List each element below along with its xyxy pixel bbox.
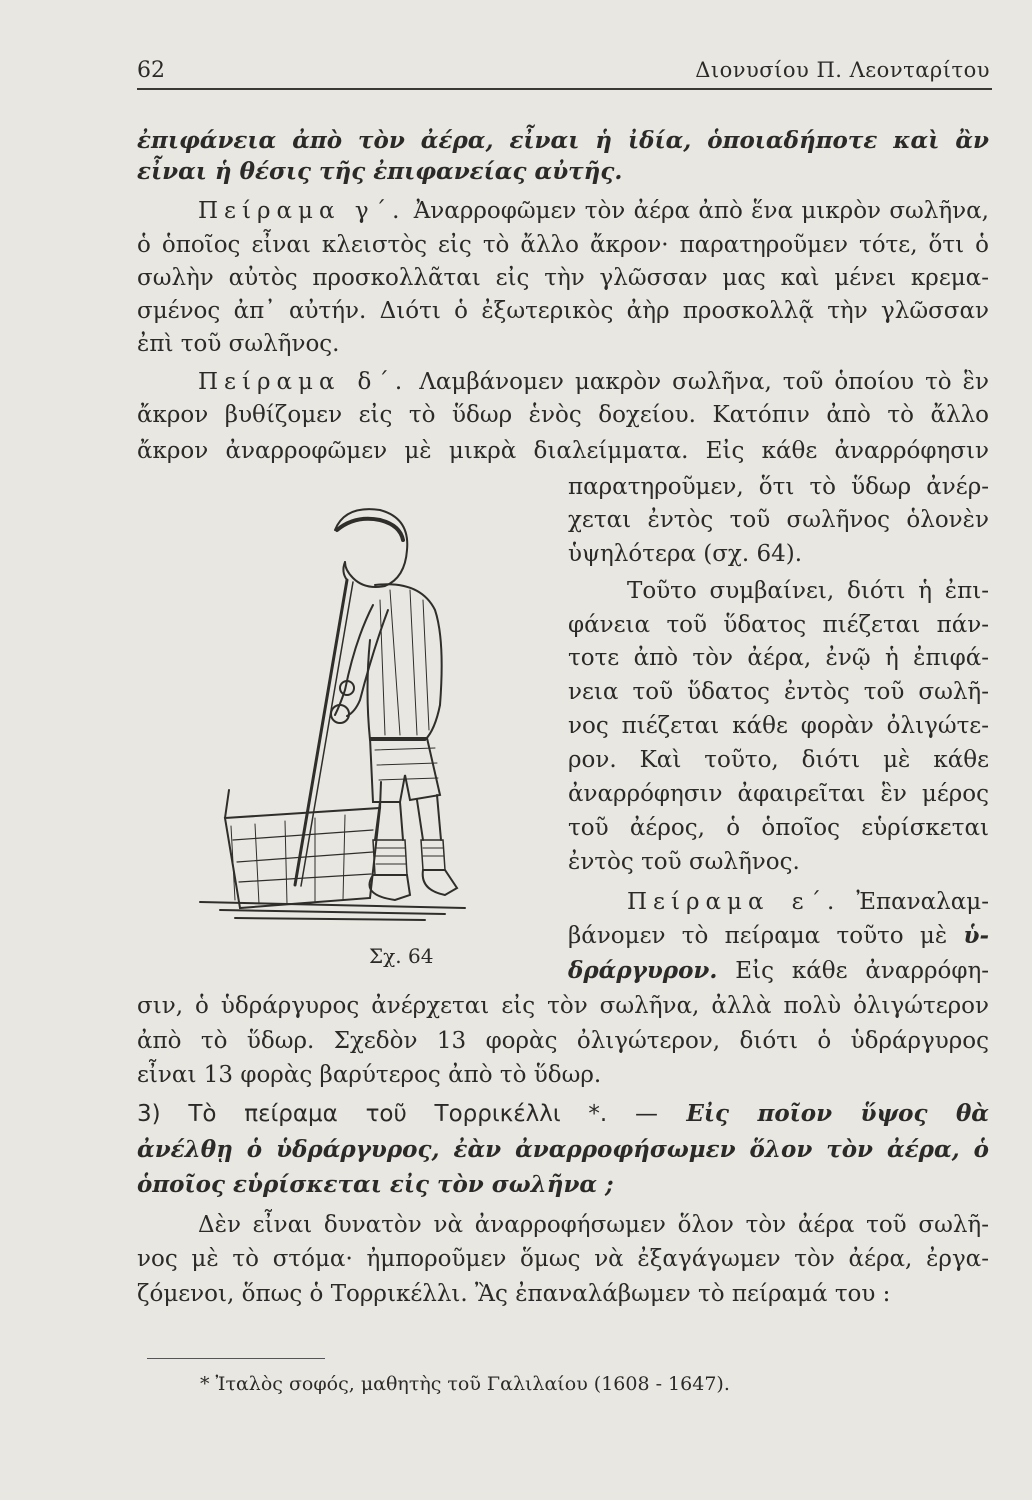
text-line [198, 367, 989, 397]
experiment-label: Πείραμα ε΄. [627, 889, 841, 915]
text-line: παρατηροῦμεν, ὅτι τὸ ὕδωρ ἀνέρ- [568, 474, 989, 500]
page-number: 62 [137, 58, 165, 83]
text-span-bold: Εἰς ποῖον ὕψος θὰ [657, 1100, 989, 1127]
text-line: ἐπὶ τοῦ σωλῆνος. [137, 331, 340, 357]
text-line: εἶναι 13 φορὰς βαρύτερος ἀπὸ τὸ ὕδωρ. [137, 1062, 602, 1088]
text-line: ἐντὸς τοῦ σωλῆνος. [568, 849, 800, 875]
page-header [137, 52, 992, 90]
text-span: Λαμβάνομεν μακρὸν σωλῆνα, τοῦ ὁποίου τὸ ἓν [408, 369, 989, 395]
footnote: * Ἰταλὸς σοφός, μαθητὴς τοῦ Γαλιλαίου (1608 - 1647). [200, 1373, 730, 1395]
text-line: τοῦ ἀέρος, ὁ ὁποῖος εὑρίσκεται [568, 815, 989, 841]
text-line: Δὲν εἶναι δυνατὸν νὰ ἀναρροφήσωμεν ὅλον τὸν ἀέρα τοῦ σωλῆ- [198, 1212, 989, 1238]
text-line: ζόμενοι, ὅπως ὁ Τορρικέλλι. Ἂς ἐπαναλάβωμεν τὸ πείραμά του : [137, 1281, 891, 1307]
text-line [568, 921, 989, 951]
text-line: τοτε ἀπὸ τὸν ἀέρα, ἐνῷ ἡ ἐπιφά- [568, 645, 989, 671]
running-title: Διονυσίου Π. Λεονταρίτου [695, 58, 990, 82]
text-span-bold: δράργυρον. [568, 957, 718, 984]
text-line [198, 196, 989, 226]
text-line: νος μὲ τὸ στόμα· ἠμποροῦμεν ὅμως νὰ ἐξαγάγωμεν τὸν ἀέρα, ἐργα- [137, 1246, 989, 1272]
text-line: ἀναρρόφησιν ἀφαιρεῖται ἓν μέρος [568, 781, 989, 807]
text-line: χεται ἐντὸς τοῦ σωλῆνος ὁλονὲν [568, 507, 989, 533]
text-line: εἶναι ἡ θέσις τῆς ἐπιφανείας αὐτῆς. [137, 158, 623, 185]
text-line [568, 956, 989, 986]
text-line: ὑψηλότερα (σχ. 64). [568, 541, 803, 567]
text-line: ἀνέλθῃ ὁ ὑδράργυρος, ἐὰν ἀναρροφήσωμεν ὅλον τὸν ἀέρα, ὁ [137, 1136, 989, 1163]
section-heading: 3) Τὸ πείραμα τοῦ Τορρικέλλι *. — [137, 1101, 658, 1127]
text-span: βάνομεν τὸ πείραμα τοῦτο μὲ [568, 923, 964, 949]
figure-boy-with-tube [195, 490, 485, 960]
text-line: σιν, ὁ ὑδράργυρος ἀνέρχεται εἰς τὸν σωλῆνα, ἀλλὰ πολὺ ὀλιγώτερον [137, 993, 989, 1019]
text-line: ἄκρον ἀναρροφῶμεν μὲ μικρὰ διαλείμματα. Εἰς κάθε ἀναρρόφησιν [137, 438, 989, 464]
text-line: Τοῦτο συμβαίνει, διότι ἡ ἐπι- [627, 578, 989, 604]
text-span: Ἀναρροφῶμεν τὸν ἀέρα ἀπὸ ἕνα μικρὸν σωλῆνα, [405, 198, 989, 224]
text-line: σωλὴν αὐτὸς προσκολλᾶται εἰς τὴν γλῶσσαν μας καὶ μένει κρεμα- [137, 265, 989, 291]
text-span-bold: ὑ- [963, 922, 989, 949]
text-span: Εἰς κάθε ἀναρρόφη- [717, 958, 989, 984]
text-line: ἀπὸ τὸ ὕδωρ. Σχεδὸν 13 φορὰς ὀλιγώτερον, διότι ὁ ὑδράργυρος [137, 1028, 989, 1054]
footnote-rule [147, 1358, 325, 1359]
text-line: νεια τοῦ ὕδατος ἐντὸς τοῦ σωλῆ- [568, 679, 989, 705]
text-line: ρον. Καὶ τοῦτο, διότι μὲ κάθε [568, 747, 989, 773]
text-line: νος πιέζεται κάθε φορὰν ὀλιγώτε- [568, 713, 989, 739]
experiment-label: Πείραμα δ΄. [198, 369, 409, 395]
text-line: ἄκρον βυθίζομεν εἰς τὸ ὕδωρ ἑνὸς δοχείου. Κατόπιν ἀπὸ τὸ ἄλλο [137, 402, 989, 428]
text-line: ἐπιφάνεια ἀπὸ τὸν ἀέρα, εἶναι ἡ ἰδία, ὁποιαδήποτε καὶ ἂν [137, 127, 989, 154]
text-line: σμένος ἀπ᾽ αὐτήν. Διότι ὁ ἐξωτερικὸς ἀὴρ προσκολλᾷ τὴν γλῶσσαν [137, 298, 989, 324]
text-line: φάνεια τοῦ ὕδατος πιέζεται πάν- [568, 612, 989, 638]
text-line: ὁ ὁποῖος εἶναι κλειστὸς εἰς τὸ ἄλλο ἄκρον· παρατηροῦμεν τότε, ὅτι ὁ [137, 232, 989, 258]
text-line [627, 887, 989, 917]
section-heading-line [137, 1099, 989, 1129]
text-line: ὁποῖος εὑρίσκεται εἰς τὸν σωλῆνα ; [137, 1171, 614, 1198]
figure-caption: Σχ. 64 [369, 944, 434, 968]
experiment-label: Πείραμα γ΄. [198, 198, 406, 224]
text-span: Ἐπαναλαμ- [840, 889, 990, 915]
